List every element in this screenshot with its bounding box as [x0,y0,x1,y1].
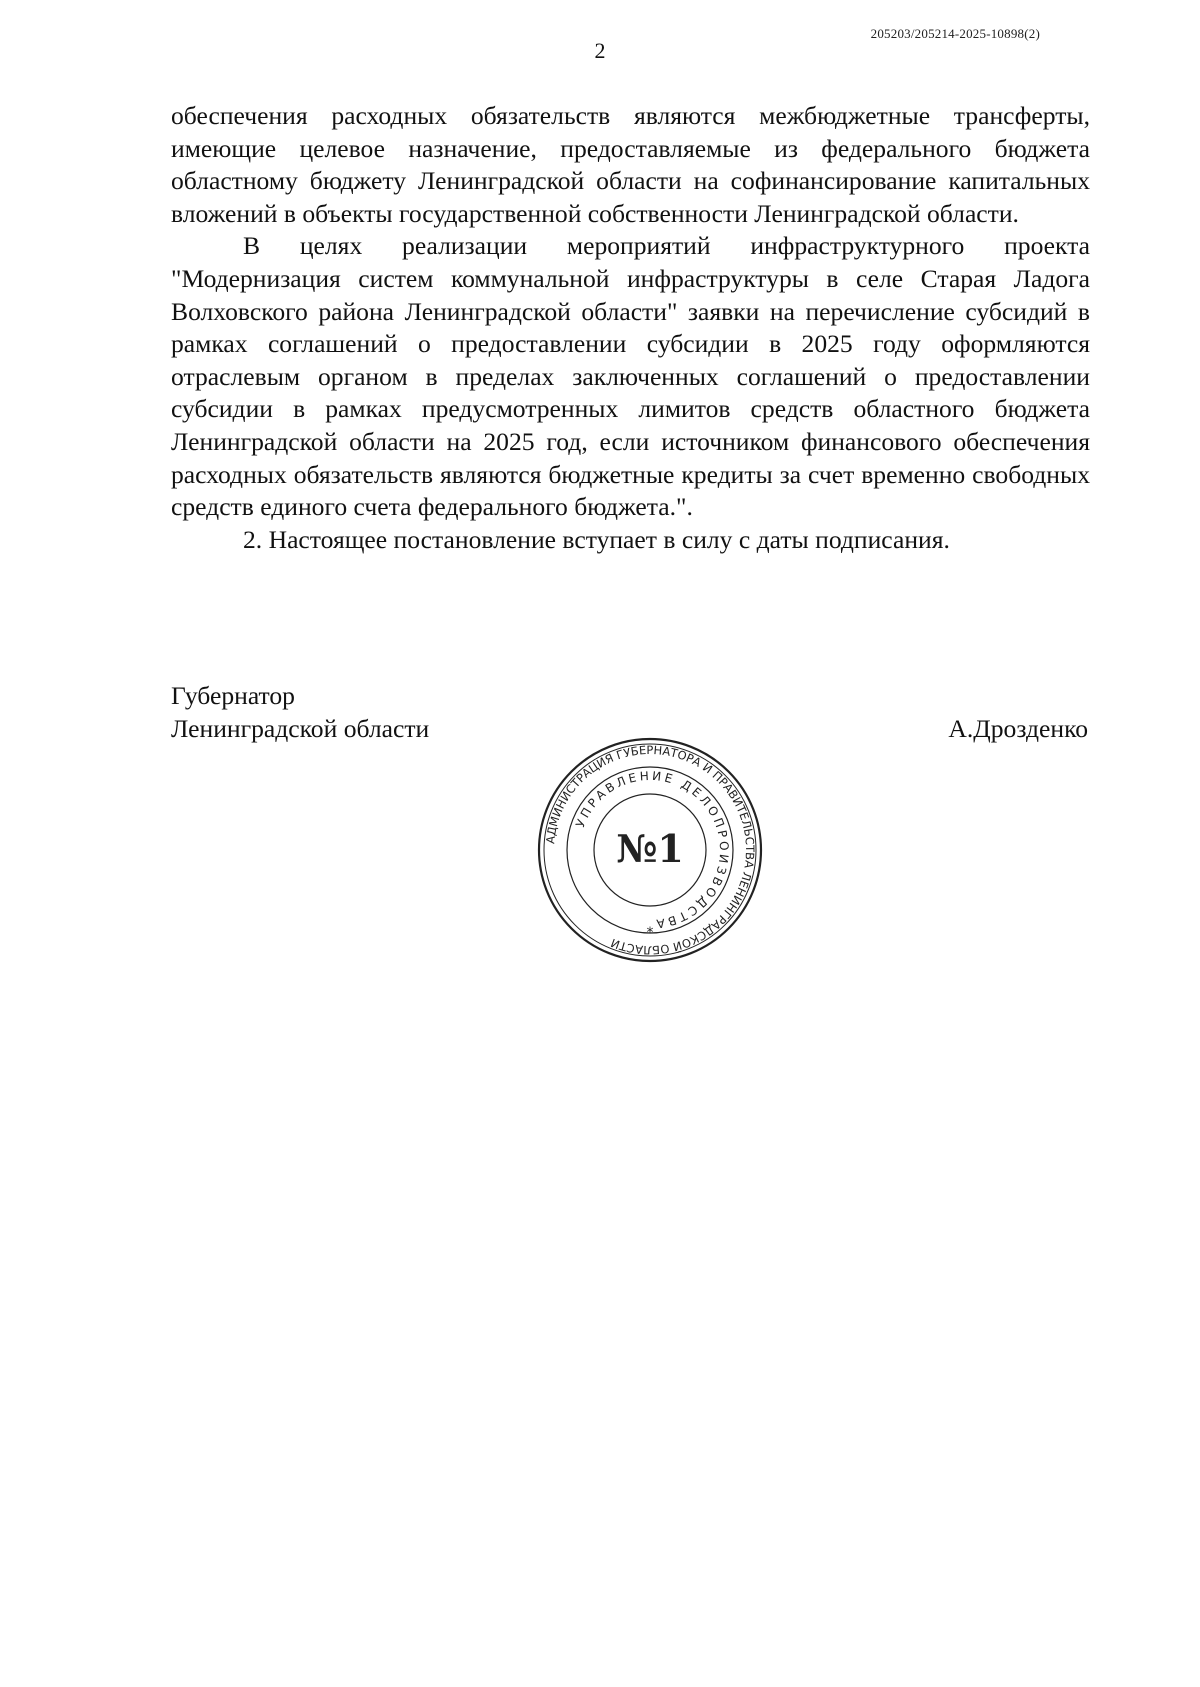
paragraph-1: обеспечения расходных обязательств являются межбюджетные трансферты, имеющие целевое назначение, предоставляемые из федерального бюджета областному бюджету Ленинградской области на софинансирование капитальных вложений в объекты государственной собственности Ленинградской области. [171,101,1090,228]
signatory-title [171,680,429,745]
signatory-title-line-2: Ленинградской области [171,713,430,743]
stamp-inner-text: УПРАВЛЕНИЕ ДЕЛОПРОИЗВОДСТВА [573,768,732,932]
stamp-outer-text: АДМИНИСТРАЦИЯ ГУБЕРНАТОРА И ПРАВИТЕЛЬСТВА ЛЕНИНГРАДСКОЙ ОБЛАСТИ [543,742,758,958]
signatory-title-line-1: Губернатор [171,681,295,710]
document-body [171,100,1090,556]
page-number: 2 [594,38,606,63]
paragraph-3: 2. Настоящее постановление вступает в силу с даты подписания. [243,524,950,554]
stamp-seal [535,735,765,965]
stamp-star-icon: * [646,925,654,941]
document-registration-number: 205203/205214-2025-10898(2) [870,26,1040,41]
official-stamp [535,735,765,965]
signatory-name: А.Дрозденко [948,714,1088,743]
paragraph-2: В целях реализации мероприятий инфраструктурного проекта "Модернизация систем коммунальной инфраструктуры в селе Старая Ладога Волховского района Ленинградской области" заявки на перечисление субсидий в рамках соглашений о предоставлении субсидии в 2025 году оформляются отраслевым органом в пределах заключенных соглашений о предоставлении субсидии в рамках предусмотренных лимитов средств областного бюджета Ленинградской области на 2025 год, если источником финансового обеспечения расходных обязательств являются бюджетные кредиты за счет временно свободных средств единого счета федерального бюджета.". [171,231,1090,522]
stamp-center-number: №1 [616,826,684,871]
